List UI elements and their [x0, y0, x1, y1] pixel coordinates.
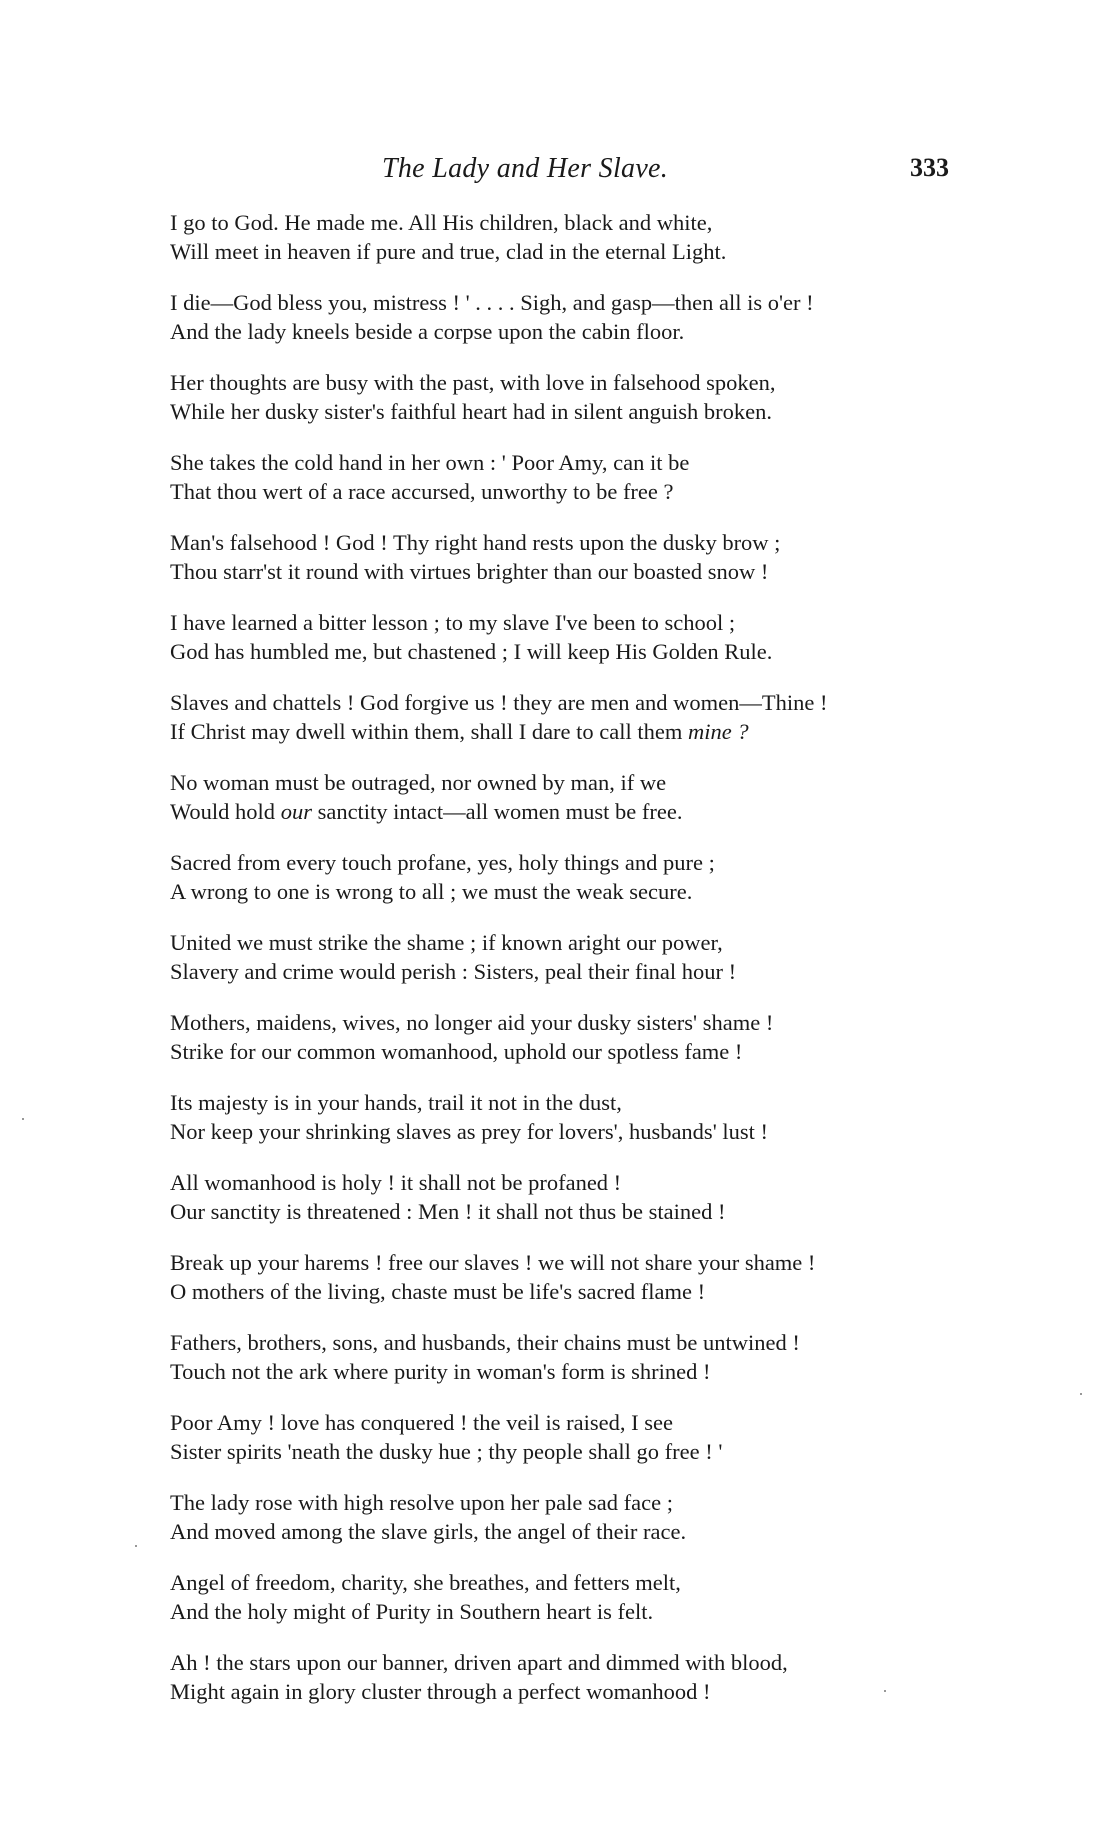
stanza — [170, 768, 1070, 826]
stanza — [170, 608, 1070, 666]
stanza — [170, 1328, 1070, 1386]
running-title: The Lady and Her Slave. — [382, 153, 669, 184]
poem-line: Fathers, brothers, sons, and husbands, their chains must be untwined ! — [170, 1330, 800, 1355]
stanza — [170, 848, 1070, 906]
stanza — [170, 288, 1070, 346]
stanza — [170, 1168, 1070, 1226]
stanza — [170, 1648, 1070, 1706]
poem-line: While her dusky sister's faithful heart had in silent anguish broken. — [170, 399, 773, 424]
poem-line: Would hold our sanctity intact—all women must be free. — [170, 799, 683, 824]
poem-line: Angel of freedom, charity, she breathes, and fetters melt, — [170, 1570, 681, 1595]
poem-line: Its majesty is in your hands, trail it not in the dust, — [170, 1090, 622, 1115]
poem-line: Sacred from every touch profane, yes, holy things and pure ; — [170, 850, 715, 875]
stanza — [170, 1568, 1070, 1626]
poem-line: Slavery and crime would perish : Sisters, peal their final hour ! — [170, 959, 737, 984]
poem-line: Touch not the ark where purity in woman's form is shrined ! — [170, 1359, 711, 1384]
poem-line: And the lady kneels beside a corpse upon the cabin floor. — [170, 319, 685, 344]
paper-speck — [22, 1118, 24, 1120]
poem-line: Her thoughts are busy with the past, with love in falsehood spoken, — [170, 370, 776, 395]
poem-line: O mothers of the living, chaste must be life's sacred flame ! — [170, 1279, 706, 1304]
poem-line: Break up your harems ! free our slaves ! we will not share your shame ! — [170, 1250, 816, 1275]
stanza — [170, 528, 1070, 586]
poem-line: I have learned a bitter lesson ; to my slave I've been to school ; — [170, 610, 736, 635]
stanza — [170, 928, 1070, 986]
poem-line: Strike for our common womanhood, uphold our spotless fame ! — [170, 1039, 743, 1064]
stanza — [170, 1008, 1070, 1066]
poem-line: She takes the cold hand in her own : ' Poor Amy, can it be — [170, 450, 690, 475]
stanza — [170, 448, 1070, 506]
poem-line: Poor Amy ! love has conquered ! the veil is raised, I see — [170, 1410, 673, 1435]
stanza — [170, 368, 1070, 426]
poem-line: Sister spirits 'neath the dusky hue ; thy people shall go free ! ' — [170, 1439, 723, 1464]
stanza — [170, 1408, 1070, 1466]
poem-line: Mothers, maidens, wives, no longer aid your dusky sisters' shame ! — [170, 1010, 774, 1035]
poem-line: And moved among the slave girls, the angel of their race. — [170, 1519, 687, 1544]
poem-line: God has humbled me, but chastened ; I will keep His Golden Rule. — [170, 639, 773, 664]
paper-speck — [884, 1690, 886, 1692]
poem-line: A wrong to one is wrong to all ; we must the weak secure. — [170, 879, 693, 904]
stanza — [170, 1488, 1070, 1546]
poem-line: I go to God. He made me. All His children, black and white, — [170, 210, 713, 235]
poem-line: Will meet in heaven if pure and true, clad in the eternal Light. — [170, 239, 727, 264]
poem-line: Our sanctity is threatened : Men ! it shall not thus be stained ! — [170, 1199, 726, 1224]
poem-line: All womanhood is holy ! it shall not be profaned ! — [170, 1170, 622, 1195]
poem-line: And the holy might of Purity in Southern heart is felt. — [170, 1599, 654, 1624]
stanza — [170, 688, 1070, 746]
stanza — [170, 1248, 1070, 1306]
poem-line: Might again in glory cluster through a perfect womanhood ! — [170, 1679, 711, 1704]
poem-line: The lady rose with high resolve upon her pale sad face ; — [170, 1490, 673, 1515]
poem-line: That thou wert of a race accursed, unworthy to be free ? — [170, 479, 674, 504]
poem-line: Slaves and chattels ! God forgive us ! they are men and women—Thine ! — [170, 690, 828, 715]
poem-line: Man's falsehood ! God ! Thy right hand rests upon the dusky brow ; — [170, 530, 781, 555]
running-head — [0, 153, 1120, 193]
poem-line: If Christ may dwell within them, shall I dare to call them mine ? — [170, 719, 749, 744]
stanza — [170, 1088, 1070, 1146]
paper-speck — [135, 1545, 137, 1547]
stanza — [170, 208, 1070, 266]
poem-line: Nor keep your shrinking slaves as prey for lovers', husbands' lust ! — [170, 1119, 768, 1144]
poem-line: Thou starr'st it round with virtues brighter than our boasted snow ! — [170, 559, 769, 584]
page-number: 333 — [910, 153, 949, 182]
italic-emphasis: our — [280, 799, 312, 824]
poem-line: United we must strike the shame ; if known aright our power, — [170, 930, 723, 955]
paper-speck — [1080, 1393, 1082, 1395]
italic-emphasis: mine ? — [688, 719, 749, 744]
poem-body — [170, 208, 1070, 1728]
poem-line: Ah ! the stars upon our banner, driven apart and dimmed with blood, — [170, 1650, 788, 1675]
poem-line: No woman must be outraged, nor owned by man, if we — [170, 770, 667, 795]
poem-line: I die—God bless you, mistress ! ' . . . . Sigh, and gasp—then all is o'er ! — [170, 290, 814, 315]
